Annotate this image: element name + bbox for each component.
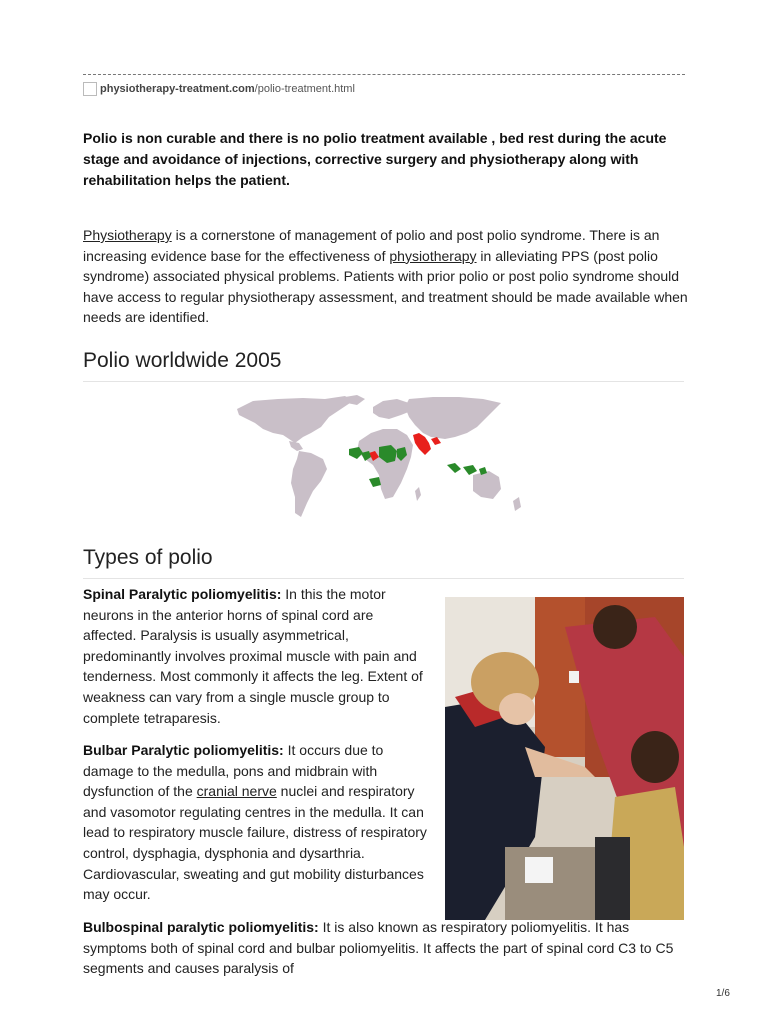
bulbospinal-polio-text: It is also known as respiratory poliomyelitis. It has symptoms both of spinal cord and bulbar poliomyelitis. It affects the part of spinal cord C3 to C5 segments and causes paralysis of (83, 919, 674, 977)
spinal-polio-paragraph (83, 584, 428, 728)
bulbospinal-polio-title: Bulbospinal paralytic poliomyelitis: (83, 919, 319, 935)
section-heading-types-of-polio: Types of polio (83, 546, 684, 579)
vaccination-photo (445, 597, 684, 920)
bulbar-polio-paragraph (83, 740, 428, 905)
source-url[interactable] (83, 81, 355, 97)
section-heading-polio-worldwide: Polio worldwide 2005 (83, 349, 684, 382)
bulbospinal-polio-paragraph (83, 917, 688, 979)
intro-paragraph (83, 225, 688, 328)
favicon-icon (83, 82, 97, 96)
source-domain: physiotherapy-treatment.com (100, 83, 255, 95)
intro-text-2: in alleviating PPS (post polio syndrome) associated physical problems. Patients with prior polio or post polio syndrome should have access to regular physiotherapy assessment, and treatment should be made available when needs are identified. (83, 247, 688, 326)
page-number: 1/6 (716, 988, 730, 999)
physiotherapy-link[interactable]: Physiotherapy (83, 227, 172, 243)
top-dashed-divider (83, 74, 685, 75)
cranial-nerve-link[interactable]: cranial nerve (196, 783, 277, 800)
physiotherapy-link-2[interactable]: physiotherapy (389, 247, 477, 264)
lead-paragraph: Polio is non curable and there is no polio treatment available , bed rest during the acute stage and avoidance of injections, corrective surgery and physiotherapy along with rehabilitation helps the patient. (83, 130, 667, 188)
bulbar-polio-text-1: It occurs due to damage to the medulla, pons and midbrain with dysfunction of the (83, 742, 384, 800)
world-polio-map (233, 393, 529, 525)
bulbar-polio-title: Bulbar Paralytic poliomyelitis: (83, 742, 284, 758)
spinal-polio-text: In this the motor neurons in the anterior horns of spinal cord are affected. Paralysis is usually asymmetrical, predominantly involves proximal muscle with pain and tenderness. Most commonly it affects the leg. Extent of weakness can vary from a single muscle group to complete tetraparesis. (83, 586, 423, 726)
source-path: /polio-treatment.html (254, 83, 355, 95)
intro-text-1: is a cornerstone of management of polio and post polio syndrome. There is an increasing evidence base for the effectiveness of (83, 227, 660, 264)
bulbar-polio-text-2: nuclei and respiratory and vasomotor regulating centres in the medulla. It can lead to respiratory muscle failure, distress of respiratory control, dysphagia, dysphonia and dysarthria. Cardiovascular, sweating and gut mobility disturbances may occur. (83, 783, 427, 903)
spinal-polio-title: Spinal Paralytic poliomyelitis: (83, 586, 282, 602)
